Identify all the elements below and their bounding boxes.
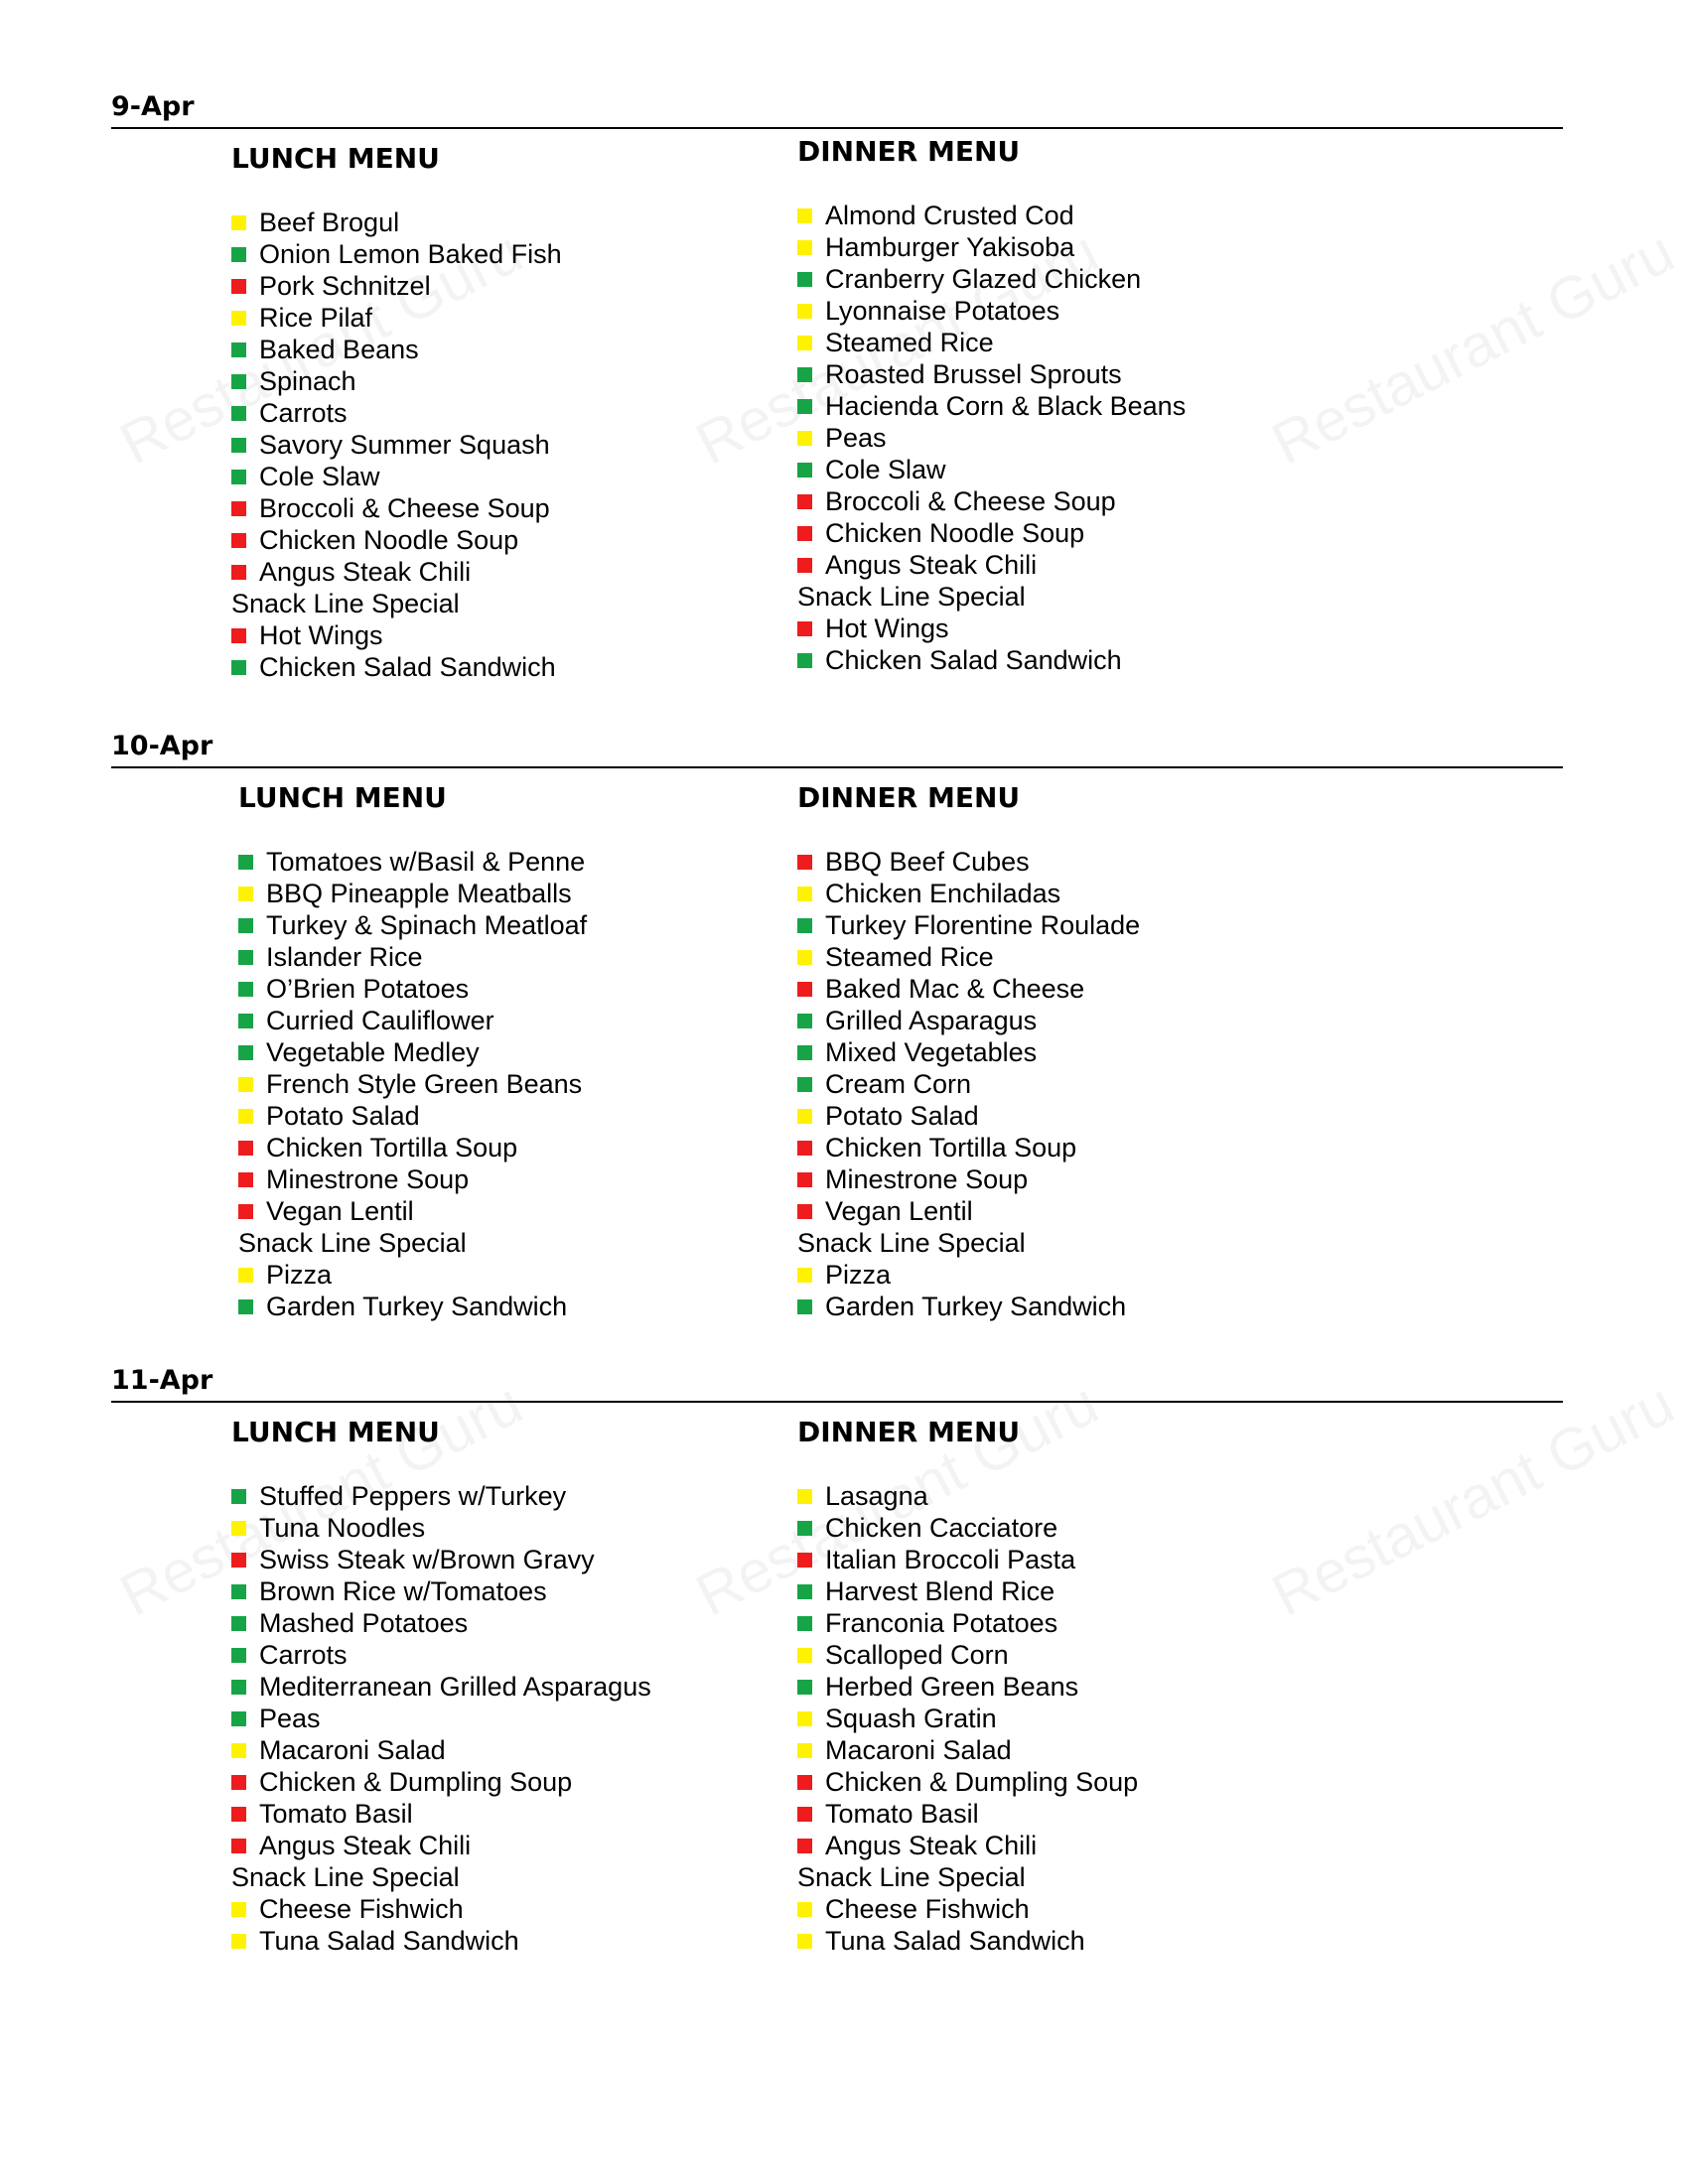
menu-item-label: Chicken Noodle Soup	[825, 518, 1085, 548]
menu-item-label: Hot Wings	[825, 614, 949, 643]
yellow-square-icon	[797, 304, 812, 319]
green-square-icon	[231, 1489, 246, 1504]
menu-item-label: French Style Green Beans	[266, 1069, 583, 1099]
menu-item	[238, 973, 587, 1005]
red-square-icon	[797, 1839, 812, 1853]
menu-item	[797, 1036, 1140, 1068]
menu-item	[797, 1575, 1138, 1607]
yellow-square-icon	[797, 1489, 812, 1504]
menu-item-label: Peas	[825, 423, 887, 453]
menu-item	[238, 1259, 587, 1291]
green-square-icon	[797, 918, 812, 933]
green-square-icon	[231, 374, 246, 389]
menu-item-label: Hacienda Corn & Black Beans	[825, 391, 1187, 421]
green-square-icon	[231, 660, 246, 675]
menu-item-label: Chicken Noodle Soup	[259, 525, 519, 555]
red-square-icon	[231, 628, 246, 643]
menu-item-label: Scalloped Corn	[825, 1640, 1009, 1670]
menu-item-label: Baked Beans	[259, 335, 419, 364]
red-square-icon	[797, 982, 812, 997]
menu-item-label: Cheese Fishwich	[259, 1894, 464, 1924]
green-square-icon	[238, 918, 253, 933]
menu-item-label: O’Brien Potatoes	[266, 974, 470, 1004]
menu-item-label: Mashed Potatoes	[259, 1608, 469, 1638]
yellow-square-icon	[231, 1902, 246, 1917]
menu-item-label: Baked Mac & Cheese	[825, 974, 1085, 1004]
menu-item-label: Angus Steak Chili	[259, 557, 472, 587]
menu-item-label: Turkey Florentine Roulade	[825, 910, 1141, 940]
yellow-square-icon	[797, 431, 812, 446]
menu-item	[797, 1703, 1138, 1734]
menu-item	[231, 238, 562, 270]
menu-item	[231, 1766, 651, 1798]
section-label	[797, 1861, 1138, 1893]
menu-item	[231, 619, 562, 651]
menu-item	[238, 1163, 587, 1195]
dinner-menu-list	[797, 200, 1186, 676]
menu-item-label: Chicken Cacciatore	[825, 1513, 1058, 1543]
menu-item	[231, 1480, 651, 1512]
menu-item-label: Lyonnaise Potatoes	[825, 296, 1060, 326]
menu-item-label: Steamed Rice	[825, 328, 994, 357]
menu-item-label: Snack Line Special	[231, 589, 460, 618]
menu-item	[231, 1925, 651, 1957]
menu-item	[231, 206, 562, 238]
menu-item-label: Roasted Brussel Sprouts	[825, 359, 1122, 389]
yellow-square-icon	[797, 1268, 812, 1283]
menu-item-label: Stuffed Peppers w/Turkey	[259, 1481, 567, 1511]
menu-item-label: Vegan Lentil	[825, 1196, 973, 1226]
lunch-menu-list	[238, 846, 587, 1322]
menu-item-label: Cranberry Glazed Chicken	[825, 264, 1142, 294]
menu-item-label: Franconia Potatoes	[825, 1608, 1058, 1638]
menu-item	[797, 1480, 1138, 1512]
section-label	[238, 1227, 587, 1259]
menu-item-label: Islander Rice	[266, 942, 423, 972]
yellow-square-icon	[797, 1648, 812, 1663]
menu-item	[797, 1925, 1138, 1957]
menu-item	[238, 1291, 587, 1322]
dinner-menu-title: DINNER MENU	[797, 781, 1021, 814]
menu-item	[797, 1893, 1138, 1925]
menu-item-label: Snack Line Special	[238, 1228, 467, 1258]
yellow-square-icon	[797, 1109, 812, 1124]
menu-item	[797, 358, 1186, 390]
menu-item	[797, 200, 1186, 231]
green-square-icon	[231, 247, 246, 262]
menu-item-label: Swiss Steak w/Brown Gravy	[259, 1545, 595, 1574]
menu-item	[231, 651, 562, 683]
menu-item-label: Chicken Salad Sandwich	[259, 652, 556, 682]
menu-item	[238, 1100, 587, 1132]
lunch-menu-title: LUNCH MENU	[231, 142, 440, 175]
yellow-square-icon	[797, 1902, 812, 1917]
green-square-icon	[231, 438, 246, 453]
green-square-icon	[797, 1014, 812, 1028]
menu-item	[797, 390, 1186, 422]
green-square-icon	[238, 1299, 253, 1314]
red-square-icon	[231, 1839, 246, 1853]
menu-item	[231, 1734, 651, 1766]
lunch-menu-list	[231, 1480, 651, 1957]
menu-item-label: Brown Rice w/Tomatoes	[259, 1576, 547, 1606]
menu-item	[238, 909, 587, 941]
menu-item	[797, 1132, 1140, 1163]
menu-item-label: Tuna Noodles	[259, 1513, 426, 1543]
menu-item-label: Onion Lemon Baked Fish	[259, 239, 562, 269]
menu-item-label: Snack Line Special	[797, 1228, 1026, 1258]
green-square-icon	[238, 1045, 253, 1060]
section-label	[231, 1861, 651, 1893]
menu-item-label: BBQ Beef Cubes	[825, 847, 1030, 877]
red-square-icon	[797, 1553, 812, 1568]
menu-item-label: Spinach	[259, 366, 356, 396]
menu-item-label: BBQ Pineapple Meatballs	[266, 879, 572, 908]
menu-item	[797, 1163, 1140, 1195]
menu-item	[797, 422, 1186, 454]
menu-item-label: Mixed Vegetables	[825, 1037, 1038, 1067]
menu-item-label: Potato Salad	[825, 1101, 979, 1131]
section-label	[797, 581, 1186, 613]
menu-item	[231, 334, 562, 365]
yellow-square-icon	[238, 1077, 253, 1092]
menu-item-label: Turkey & Spinach Meatloaf	[266, 910, 588, 940]
menu-item-label: Cream Corn	[825, 1069, 972, 1099]
yellow-square-icon	[231, 215, 246, 230]
menu-item-label: Pizza	[266, 1260, 333, 1290]
red-square-icon	[231, 501, 246, 516]
menu-item	[797, 295, 1186, 327]
green-square-icon	[231, 1680, 246, 1695]
red-square-icon	[797, 1807, 812, 1822]
menu-item-label: Tomato Basil	[259, 1799, 413, 1829]
section-label	[797, 1227, 1140, 1259]
lunch-menu-title: LUNCH MENU	[231, 1416, 440, 1448]
menu-item	[231, 492, 562, 524]
menu-item-label: Broccoli & Cheese Soup	[259, 493, 550, 523]
yellow-square-icon	[238, 1268, 253, 1283]
menu-item	[797, 1734, 1138, 1766]
menu-item	[797, 1544, 1138, 1575]
menu-item-label: Garden Turkey Sandwich	[825, 1292, 1127, 1321]
yellow-square-icon	[797, 1934, 812, 1949]
menu-item-label: Snack Line Special	[797, 582, 1026, 612]
green-square-icon	[231, 342, 246, 357]
red-square-icon	[231, 1553, 246, 1568]
green-square-icon	[797, 1077, 812, 1092]
menu-item	[238, 1132, 587, 1163]
green-square-icon	[238, 855, 253, 870]
menu-item-label: Macaroni Salad	[259, 1735, 446, 1765]
menu-item-label: Angus Steak Chili	[825, 1831, 1038, 1860]
red-square-icon	[797, 494, 812, 509]
menu-item	[231, 461, 562, 492]
menu-item	[231, 1830, 651, 1861]
menu-item-label: Cole Slaw	[825, 455, 946, 484]
menu-item	[797, 263, 1186, 295]
green-square-icon	[797, 1045, 812, 1060]
section-label	[231, 588, 562, 619]
menu-item-label: Harvest Blend Rice	[825, 1576, 1055, 1606]
green-square-icon	[231, 406, 246, 421]
menu-item-label: Vegetable Medley	[266, 1037, 480, 1067]
menu-item-label: Italian Broccoli Pasta	[825, 1545, 1076, 1574]
menu-item	[797, 613, 1186, 644]
menu-item-label: Macaroni Salad	[825, 1735, 1012, 1765]
menu-item	[797, 1068, 1140, 1100]
menu-item	[797, 485, 1186, 517]
menu-item	[238, 1005, 587, 1036]
menu-item-label: Tomatoes w/Basil & Penne	[266, 847, 586, 877]
green-square-icon	[238, 982, 253, 997]
menu-item	[231, 1575, 651, 1607]
menu-item	[797, 1639, 1138, 1671]
lunch-menu	[231, 1413, 651, 1957]
menu-item	[238, 878, 587, 909]
green-square-icon	[797, 1584, 812, 1599]
red-square-icon	[231, 565, 246, 580]
menu-item	[231, 397, 562, 429]
menu-item	[231, 524, 562, 556]
menu-item	[797, 454, 1186, 485]
menu-item-label: Minestrone Soup	[266, 1164, 470, 1194]
yellow-square-icon	[797, 887, 812, 901]
menu-item	[231, 1544, 651, 1575]
green-square-icon	[797, 463, 812, 478]
yellow-square-icon	[231, 1934, 246, 1949]
red-square-icon	[797, 1204, 812, 1219]
menu-item-label: Rice Pilaf	[259, 303, 373, 333]
menu-item-label: Herbed Green Beans	[825, 1672, 1079, 1702]
menu-item	[231, 1512, 651, 1544]
red-square-icon	[797, 1172, 812, 1187]
menu-item-label: Squash Gratin	[825, 1704, 997, 1733]
yellow-square-icon	[797, 950, 812, 965]
green-square-icon	[797, 653, 812, 668]
menu-item	[797, 644, 1186, 676]
red-square-icon	[797, 1775, 812, 1790]
menu-item	[231, 1703, 651, 1734]
menu-item	[238, 846, 587, 878]
yellow-square-icon	[238, 1109, 253, 1124]
green-square-icon	[797, 272, 812, 287]
menu-item	[797, 231, 1186, 263]
menu-item-label: Minestrone Soup	[825, 1164, 1029, 1194]
menu-item	[797, 941, 1140, 973]
menu-item-label: Cheese Fishwich	[825, 1894, 1030, 1924]
yellow-square-icon	[797, 1743, 812, 1758]
dinner-menu	[797, 778, 1140, 1322]
menu-item-label: Hot Wings	[259, 620, 383, 650]
menu-item-label: Tuna Salad Sandwich	[259, 1926, 519, 1956]
yellow-square-icon	[797, 208, 812, 223]
menu-item	[797, 1100, 1140, 1132]
menu-item-label: Chicken & Dumpling Soup	[825, 1767, 1139, 1797]
green-square-icon	[797, 1521, 812, 1536]
menu-item-label: Snack Line Special	[797, 1862, 1026, 1892]
menu-item-label: Vegan Lentil	[266, 1196, 414, 1226]
menu-item-label: Mediterranean Grilled Asparagus	[259, 1672, 651, 1702]
menu-item	[797, 878, 1140, 909]
menu-item-label: Carrots	[259, 398, 348, 428]
menu-item-label: Potato Salad	[266, 1101, 420, 1131]
menu-item-label: Angus Steak Chili	[259, 1831, 472, 1860]
menu-item	[797, 973, 1140, 1005]
menu-item	[231, 1607, 651, 1639]
green-square-icon	[231, 1711, 246, 1726]
menu-item	[797, 1798, 1138, 1830]
menu-item	[797, 1195, 1140, 1227]
yellow-square-icon	[797, 1711, 812, 1726]
menu-item	[231, 365, 562, 397]
day-section	[111, 87, 1563, 754]
menu-item	[231, 302, 562, 334]
menu-item-label: Tomato Basil	[825, 1799, 979, 1829]
menu-item-label: Cole Slaw	[259, 462, 380, 491]
yellow-square-icon	[231, 1521, 246, 1536]
green-square-icon	[231, 1648, 246, 1663]
menu-item	[231, 1893, 651, 1925]
menu-item	[238, 941, 587, 973]
menu-item-label: Pizza	[825, 1260, 892, 1290]
yellow-square-icon	[797, 240, 812, 255]
red-square-icon	[231, 533, 246, 548]
red-square-icon	[231, 1775, 246, 1790]
menu-item	[797, 1671, 1138, 1703]
lunch-menu	[231, 139, 562, 683]
menu-item-label: Broccoli & Cheese Soup	[825, 486, 1116, 516]
dinner-menu-title: DINNER MENU	[797, 1416, 1021, 1448]
green-square-icon	[797, 399, 812, 414]
menu-item-label: Beef Brogul	[259, 207, 400, 237]
menu-item-label: Curried Cauliflower	[266, 1006, 494, 1035]
dinner-menu-list	[797, 846, 1140, 1322]
menu-item-label: Garden Turkey Sandwich	[266, 1292, 568, 1321]
day-date: 11-Apr	[111, 1361, 1563, 1403]
day-date: 10-Apr	[111, 727, 1563, 768]
dinner-menu-title: DINNER MENU	[797, 135, 1021, 168]
menu-item-label: Chicken Enchiladas	[825, 879, 1061, 908]
menu-item-label: Chicken Salad Sandwich	[825, 645, 1122, 675]
red-square-icon	[797, 526, 812, 541]
lunch-menu-title: LUNCH MENU	[238, 781, 447, 814]
menu-item	[238, 1195, 587, 1227]
menu-item	[797, 1607, 1138, 1639]
lunch-menu	[238, 778, 587, 1322]
menu-item-label: Lasagna	[825, 1481, 928, 1511]
menu-item	[797, 1512, 1138, 1544]
menu-item	[797, 1830, 1138, 1861]
day-section	[111, 727, 1563, 1394]
menu-item	[797, 1291, 1140, 1322]
red-square-icon	[238, 1141, 253, 1156]
menu-item-label: Peas	[259, 1704, 321, 1733]
green-square-icon	[797, 1616, 812, 1631]
menu-item	[797, 549, 1186, 581]
menu-item	[797, 909, 1140, 941]
menu-item-label: Almond Crusted Cod	[825, 201, 1074, 230]
green-square-icon	[797, 1299, 812, 1314]
menu-item-label: Chicken & Dumpling Soup	[259, 1767, 573, 1797]
menu-item	[231, 1798, 651, 1830]
yellow-square-icon	[231, 311, 246, 326]
red-square-icon	[797, 855, 812, 870]
menu-item-label: Carrots	[259, 1640, 348, 1670]
green-square-icon	[797, 367, 812, 382]
day-date: 9-Apr	[111, 87, 1563, 129]
red-square-icon	[797, 1141, 812, 1156]
menu-item	[238, 1068, 587, 1100]
menu-item	[231, 429, 562, 461]
menu-item	[797, 1766, 1138, 1798]
menu-item	[231, 1671, 651, 1703]
green-square-icon	[797, 1680, 812, 1695]
menu-item	[797, 327, 1186, 358]
menu-item-label: Chicken Tortilla Soup	[266, 1133, 518, 1162]
menu-item	[231, 270, 562, 302]
menu-item-label: Snack Line Special	[231, 1862, 460, 1892]
yellow-square-icon	[231, 1743, 246, 1758]
red-square-icon	[238, 1172, 253, 1187]
menu-item	[238, 1036, 587, 1068]
green-square-icon	[231, 1616, 246, 1631]
menu-item-label: Steamed Rice	[825, 942, 994, 972]
yellow-square-icon	[797, 336, 812, 350]
menu-item	[797, 1259, 1140, 1291]
green-square-icon	[238, 1014, 253, 1028]
menu-item	[797, 517, 1186, 549]
menu-item-label: Chicken Tortilla Soup	[825, 1133, 1077, 1162]
green-square-icon	[231, 470, 246, 484]
menu-item-label: Angus Steak Chili	[825, 550, 1038, 580]
red-square-icon	[797, 621, 812, 636]
menu-item	[797, 846, 1140, 878]
yellow-square-icon	[238, 887, 253, 901]
menu-item-label: Tuna Salad Sandwich	[825, 1926, 1085, 1956]
red-square-icon	[238, 1204, 253, 1219]
dinner-menu	[797, 1413, 1138, 1957]
menu-item-label: Grilled Asparagus	[825, 1006, 1038, 1035]
red-square-icon	[231, 1807, 246, 1822]
day-section	[111, 1361, 1563, 2028]
red-square-icon	[231, 279, 246, 294]
red-square-icon	[797, 558, 812, 573]
lunch-menu-list	[231, 206, 562, 683]
menu-item	[797, 1005, 1140, 1036]
menu-item-label: Pork Schnitzel	[259, 271, 431, 301]
menu-item-label: Hamburger Yakisoba	[825, 232, 1075, 262]
dinner-menu-list	[797, 1480, 1138, 1957]
menu-item-label: Savory Summer Squash	[259, 430, 550, 460]
dinner-menu	[797, 132, 1186, 676]
green-square-icon	[238, 950, 253, 965]
menu-item	[231, 1639, 651, 1671]
green-square-icon	[231, 1584, 246, 1599]
menu-item	[231, 556, 562, 588]
